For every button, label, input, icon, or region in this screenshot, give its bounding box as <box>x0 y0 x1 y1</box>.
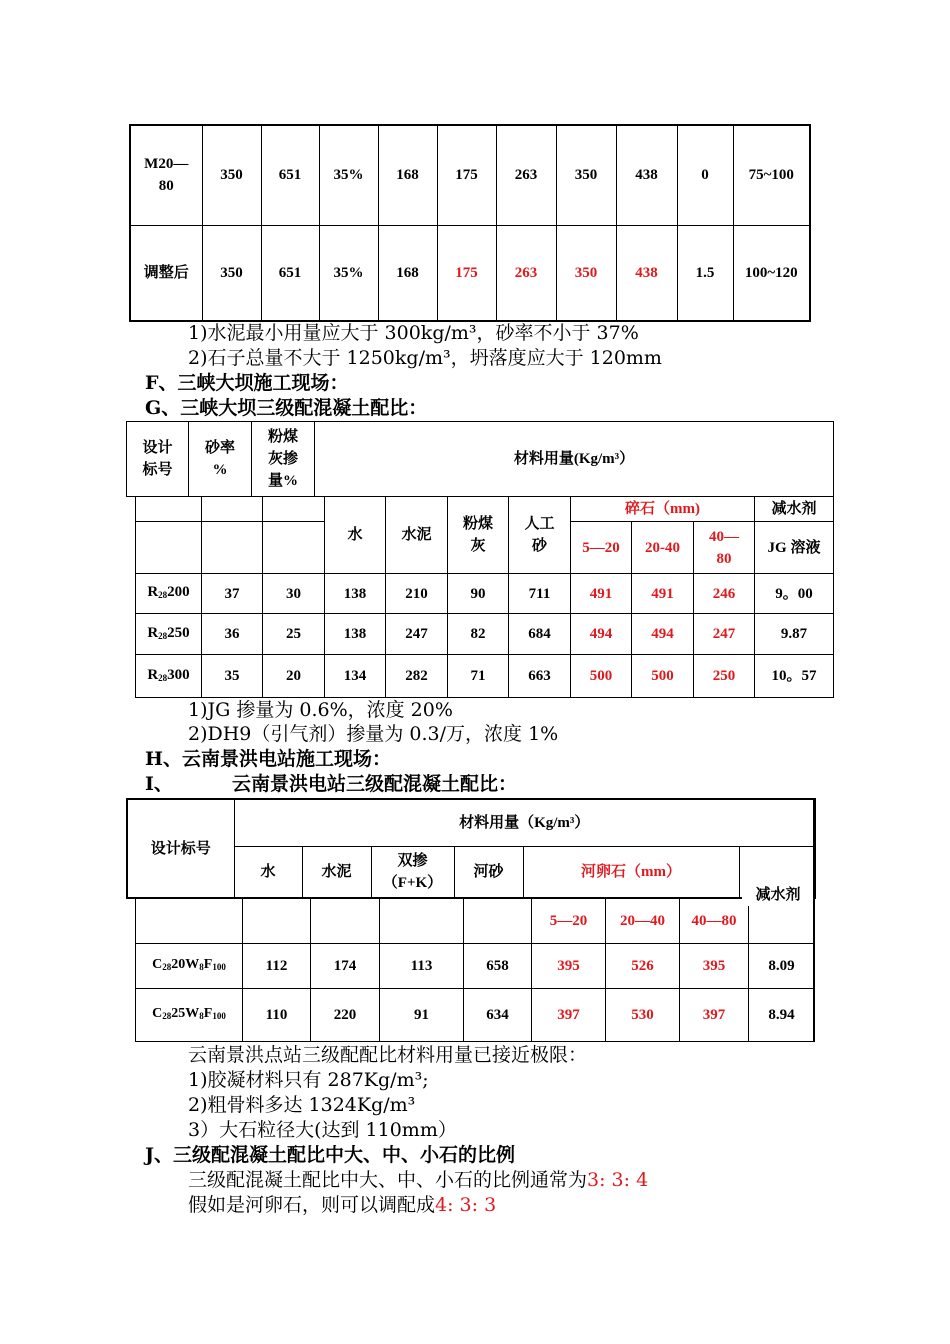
cell: 494 <box>571 614 632 655</box>
cell: 175 <box>437 125 496 225</box>
table-row <box>130 225 810 321</box>
cell: 168 <box>378 125 437 225</box>
row-label: M20— 80 <box>130 125 202 225</box>
header-design: 设计标号 <box>127 799 234 898</box>
header-gravel-40-80: 40— 80 <box>694 522 755 574</box>
ratio-pebble: 4: 3: 3 <box>435 1194 497 1216</box>
section-f-heading: F、三峡大坝施工现场： <box>145 372 349 394</box>
header-pebble-5-20: 5—20 <box>532 898 606 944</box>
header-gravel-20-40: 20-40 <box>632 522 694 574</box>
cell: 168 <box>378 225 437 321</box>
cell: 37 <box>202 574 263 614</box>
cell: 9。00 <box>755 574 834 614</box>
cell: 75~100 <box>733 125 810 225</box>
section-j-heading: J、三级配混凝土配比中大、中、小石的比例 <box>145 1144 515 1166</box>
cell: 174 <box>311 944 380 989</box>
note-stone-size: 3）大石粒径大(达到 110mm） <box>188 1119 457 1141</box>
cell: 134 <box>325 655 386 698</box>
cell: 247 <box>386 614 448 655</box>
cell: 282 <box>386 655 448 698</box>
table-row <box>136 944 815 989</box>
cell: 112 <box>243 944 311 989</box>
cell: 397 <box>680 989 749 1042</box>
note-jg: 1)JG 掺量为 0.6%，浓度 20% <box>188 699 453 721</box>
mix-table-1 <box>129 124 811 322</box>
header-reducer: 减水剂 <box>742 884 814 906</box>
cell: 36 <box>202 614 263 655</box>
table-row <box>136 574 834 614</box>
mix-table-2-header <box>126 421 834 497</box>
cell: 1.5 <box>677 225 733 321</box>
table-row <box>136 655 834 698</box>
cell: 90 <box>448 574 509 614</box>
cell: 110 <box>243 989 311 1042</box>
header-gravel-5-20: 5—20 <box>571 522 632 574</box>
cell: 91 <box>380 989 464 1042</box>
cell: 20 <box>263 655 325 698</box>
note-cement: 1)水泥最小用量应大于 300kg/m³，砂率不小于 37% <box>188 322 639 344</box>
cell: 82 <box>448 614 509 655</box>
section-i-heading: 云南景洪电站三级配混凝土配比： <box>232 773 518 795</box>
cell: 100~120 <box>733 225 810 321</box>
row-label: $C_{28}25W_8F_{100}$ <box>136 989 243 1042</box>
cell: 500 <box>571 655 632 698</box>
header-cement: 水泥 <box>386 497 448 574</box>
header-pebble-20-40: 20—40 <box>606 898 680 944</box>
cell: 30 <box>263 574 325 614</box>
section-g-heading: G、三峡大坝三级配混凝土配比： <box>145 397 428 419</box>
cell: 113 <box>380 944 464 989</box>
note-ratio-normal: 三级配混凝土配比中大、中、小石的比例通常为3: 3: 4 <box>188 1169 649 1191</box>
cell: 263 <box>496 225 556 321</box>
cell: 8.94 <box>749 989 815 1042</box>
cell: 397 <box>532 989 606 1042</box>
cell: 210 <box>386 574 448 614</box>
header-sand-ratio: 砂率 % <box>189 422 252 497</box>
mix-table-2 <box>135 496 834 698</box>
section-h-heading: H、云南景洪电站施工现场： <box>145 748 391 770</box>
section-i-prefix: I、 <box>145 773 173 795</box>
header-pebble: 河卵石（mm） <box>523 846 739 898</box>
header-water: 水 <box>325 497 386 574</box>
cell: 350 <box>202 225 261 321</box>
cell: 438 <box>616 125 677 225</box>
cell: 634 <box>464 989 532 1042</box>
cell: 0 <box>677 125 733 225</box>
row-label: $C_{28}20W_8F_{100}$ <box>136 944 243 989</box>
note-coarse: 2)粗骨料多达 1324Kg/m³ <box>188 1094 416 1116</box>
header-river-sand: 河砂 <box>454 846 523 898</box>
header-jg-solution: JG 溶液 <box>755 522 834 574</box>
row-label: $R_{28}200$ <box>136 574 202 614</box>
header-artificial-sand: 人工 砂 <box>509 497 571 574</box>
note-aggregate: 2)石子总量不大于 1250kg/m³，坍落度应大于 120mm <box>188 347 662 369</box>
cell: 138 <box>325 614 386 655</box>
header-cement: 水泥 <box>302 846 371 898</box>
row-label: $R_{28}300$ <box>136 655 202 698</box>
cell: 526 <box>606 944 680 989</box>
header-water: 水 <box>234 846 302 898</box>
header-material: 材料用量（Kg/m³） <box>234 799 815 846</box>
cell: 651 <box>261 225 319 321</box>
cell: 350 <box>202 125 261 225</box>
table-row <box>130 125 810 225</box>
cell: 246 <box>694 574 755 614</box>
header-gravel: 碎石（mm) <box>571 497 755 522</box>
cell: 35 <box>202 655 263 698</box>
cell: 8.09 <box>749 944 815 989</box>
header-design: 设计 标号 <box>127 422 189 497</box>
cell: 491 <box>632 574 694 614</box>
cell: 350 <box>556 125 616 225</box>
cell: 250 <box>694 655 755 698</box>
header-flyash: 粉煤 灰 <box>448 497 509 574</box>
header-flyash-ratio: 粉煤 灰掺 量% <box>252 422 315 497</box>
cell: 138 <box>325 574 386 614</box>
note-limit: 云南景洪点站三级配配比材料用量已接近极限： <box>188 1044 588 1066</box>
row-label: 调整后 <box>130 225 202 321</box>
cell: 35% <box>319 225 378 321</box>
cell: 350 <box>556 225 616 321</box>
note-ratio-pebble: 假如是河卵石，则可以调配成4: 3: 3 <box>188 1194 497 1216</box>
cell: 71 <box>448 655 509 698</box>
mix-table-3-header <box>126 798 816 899</box>
table-row <box>136 614 834 655</box>
note-binder: 1)胶凝材料只有 287Kg/m³; <box>188 1069 429 1091</box>
cell: 494 <box>632 614 694 655</box>
cell: 395 <box>680 944 749 989</box>
cell: 25 <box>263 614 325 655</box>
cell: 491 <box>571 574 632 614</box>
header-reducer: 减水剂 <box>755 497 834 522</box>
cell: 10。57 <box>755 655 834 698</box>
cell: 663 <box>509 655 571 698</box>
header-material: 材料用量(Kg/m³） <box>315 422 834 497</box>
cell: 651 <box>261 125 319 225</box>
cell: 684 <box>509 614 571 655</box>
cell: 9.87 <box>755 614 834 655</box>
note-dh9: 2)DH9（引气剂）掺量为 0.3/万，浓度 1% <box>188 723 559 745</box>
header-double: 双掺 （F+K） <box>371 846 454 898</box>
cell: 175 <box>437 225 496 321</box>
cell: 247 <box>694 614 755 655</box>
cell: 530 <box>606 989 680 1042</box>
header-pebble-40-80: 40—80 <box>680 898 749 944</box>
cell: 438 <box>616 225 677 321</box>
ratio-normal: 3: 3: 4 <box>587 1169 649 1191</box>
cell: 711 <box>509 574 571 614</box>
cell: 220 <box>311 989 380 1042</box>
cell: 658 <box>464 944 532 989</box>
cell: 263 <box>496 125 556 225</box>
cell: 395 <box>532 944 606 989</box>
row-label: $R_{28}250$ <box>136 614 202 655</box>
cell: 500 <box>632 655 694 698</box>
mix-table-3 <box>135 897 815 1042</box>
table-row <box>136 989 815 1042</box>
cell: 35% <box>319 125 378 225</box>
